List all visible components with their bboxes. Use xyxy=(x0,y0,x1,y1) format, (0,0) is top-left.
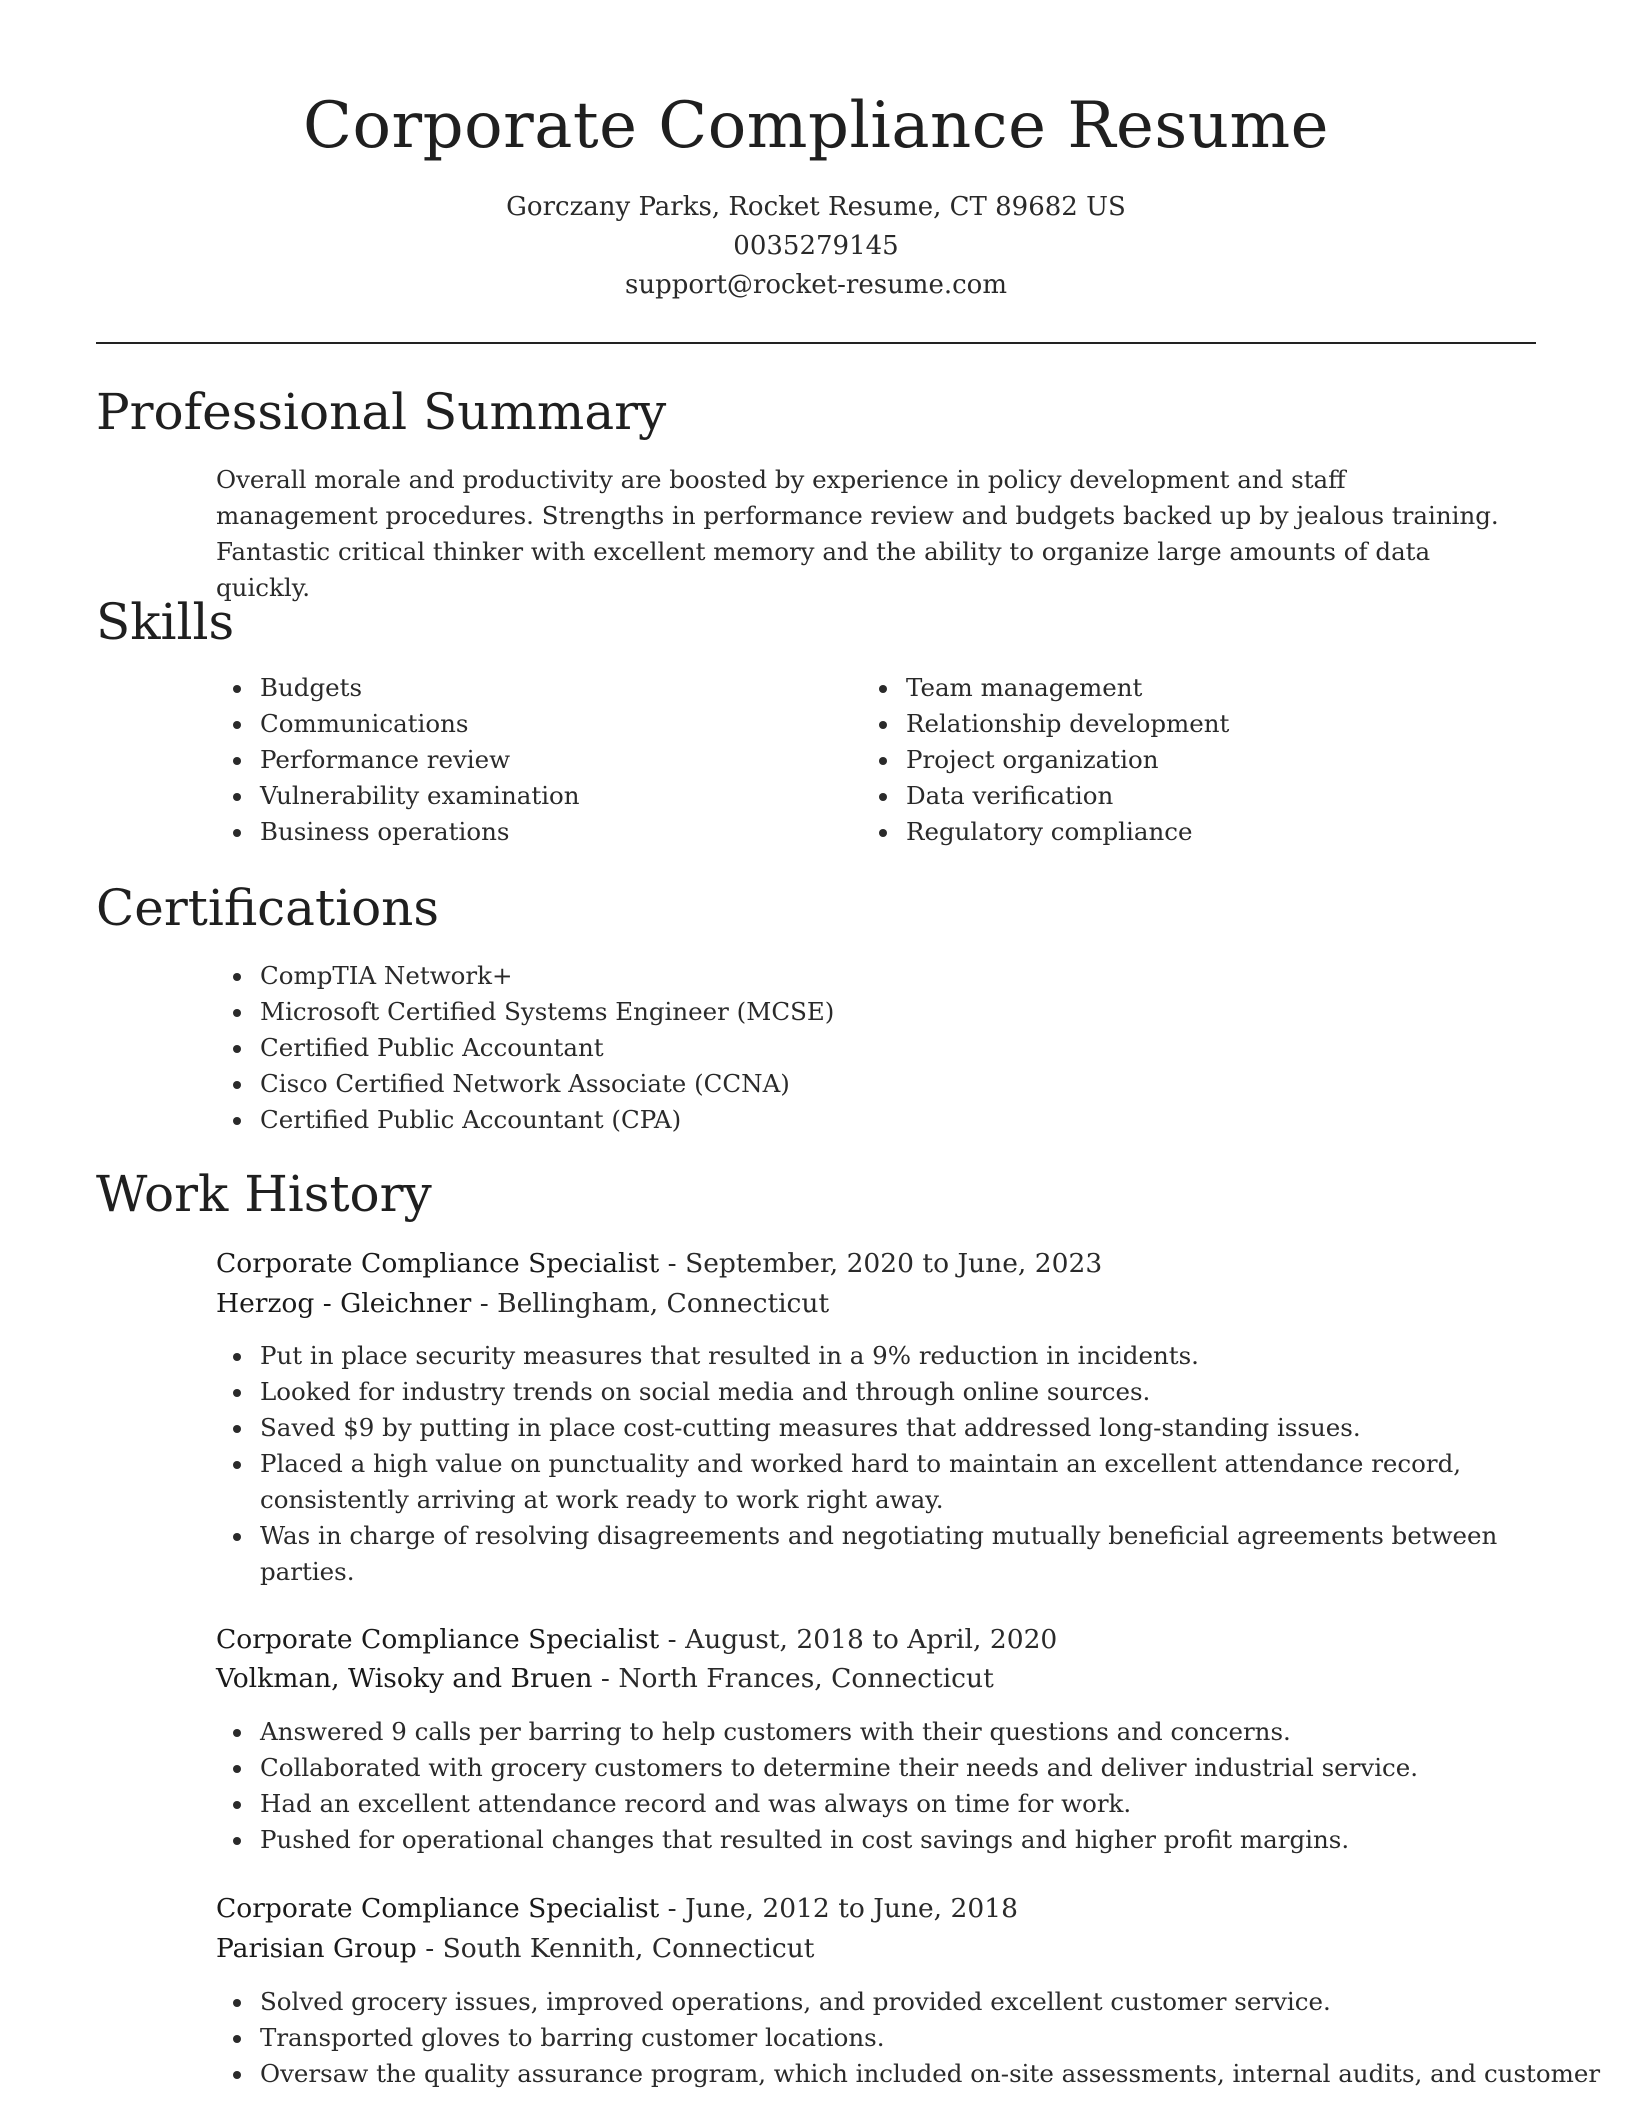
list-item: Saved $9 by putting in place cost-cutting measures that addressed long-standing issues. xyxy=(216,1410,1516,1446)
list-item: Budgets xyxy=(216,670,836,706)
list-item: Regulatory compliance xyxy=(862,814,1482,850)
contact-address: Gorczany Parks, Rocket Resume, CT 89682 US xyxy=(506,192,1126,222)
list-item: Answered 9 calls per barring to help customers with their questions and concerns. xyxy=(216,1714,1516,1750)
job-location: Bellingham, Connecticut xyxy=(497,1288,830,1319)
skills-list-right xyxy=(862,670,1482,850)
list-item: Microsoft Certified Systems Engineer (MCSE) xyxy=(216,994,1516,1030)
job-company-line: Volkman, Wisoky and Bruen - North Frances, Connecticut xyxy=(216,1663,994,1694)
list-item: Certified Public Accountant xyxy=(216,1030,1516,1066)
job-company: Volkman, Wisoky and Bruen xyxy=(216,1663,593,1694)
list-item: Relationship development xyxy=(862,706,1482,742)
job-title-line: Corporate Compliance Specialist - August, 2018 to April, 2020 xyxy=(216,1624,1058,1655)
job-title-line: Corporate Compliance Specialist - June, 2012 to June, 2018 xyxy=(216,1893,1018,1924)
certifications-list xyxy=(216,958,1516,1138)
list-item: CompTIA Network+ xyxy=(216,958,1516,994)
section-heading-skills: Skills xyxy=(96,593,235,651)
skills-list-left xyxy=(216,670,836,850)
job-title: Corporate Compliance Specialist xyxy=(216,1248,660,1279)
contact-phone: 0035279145 xyxy=(733,231,899,261)
list-item: Cisco Certified Network Associate (CCNA) xyxy=(216,1066,1516,1102)
contact-email: support@rocket-resume.com xyxy=(624,270,1007,300)
job-location: South Kennith, Connecticut xyxy=(442,1933,815,1964)
list-item: Performance review xyxy=(216,742,836,778)
job-location: North Frances, Connecticut xyxy=(618,1663,994,1694)
job-company-line: Parisian Group - South Kennith, Connecticut xyxy=(216,1933,815,1964)
job-company-line: Herzog - Gleichner - Bellingham, Connecticut xyxy=(216,1288,830,1319)
list-item: Oversaw the quality assurance program, which included on-site assessments, internal audits, and customer xyxy=(216,2056,1556,2092)
list-item: Transported gloves to barring customer locations. xyxy=(216,2020,1556,2056)
list-item: Was in charge of resolving disagreements and negotiating mutually beneficial agreements between parties. xyxy=(216,1518,1516,1590)
list-item: Put in place security measures that resulted in a 9% reduction in incidents. xyxy=(216,1338,1516,1374)
job-dates: June, 2012 to June, 2018 xyxy=(685,1893,1018,1924)
resume-header xyxy=(0,78,1632,305)
job-bullets xyxy=(216,1338,1516,1590)
header-divider xyxy=(96,342,1536,344)
job-bullets xyxy=(216,1714,1516,1858)
section-heading-work-history: Work History xyxy=(96,1165,432,1223)
job-company: Parisian Group xyxy=(216,1933,417,1964)
list-item: Solved grocery issues, improved operations, and provided excellent customer service. xyxy=(216,1984,1556,2020)
list-item: Collaborated with grocery customers to determine their needs and deliver industrial service. xyxy=(216,1750,1516,1786)
job-company: Herzog - Gleichner xyxy=(216,1288,472,1319)
list-item: Placed a high value on punctuality and worked hard to maintain an excellent attendance record, consistently arriving at work ready to work right away. xyxy=(216,1446,1516,1518)
job-title: Corporate Compliance Specialist xyxy=(216,1893,660,1924)
summary-text: Overall morale and productivity are boosted by experience in policy development and staff management procedures. Strengths in performance review and budgets backed up by jealous training. Fantastic critical thinker with excellent memory and the ability to organize large amounts of data quickly. xyxy=(216,465,1499,602)
list-item: Communications xyxy=(216,706,836,742)
section-heading-summary: Professional Summary xyxy=(96,383,667,441)
job-title: Corporate Compliance Specialist xyxy=(216,1624,660,1655)
list-item: Had an excellent attendance record and was always on time for work. xyxy=(216,1786,1516,1822)
list-item: Pushed for operational changes that resulted in cost savings and higher profit margins. xyxy=(216,1822,1516,1858)
job-dates: September, 2020 to June, 2023 xyxy=(685,1248,1103,1279)
job-dates: August, 2018 to April, 2020 xyxy=(685,1624,1058,1655)
list-item: Data verification xyxy=(862,778,1482,814)
resume-title: Corporate Compliance Resume xyxy=(303,89,1329,163)
job-title-line: Corporate Compliance Specialist - September, 2020 to June, 2023 xyxy=(216,1248,1103,1279)
job-bullets xyxy=(216,1984,1601,2092)
list-item: Project organization xyxy=(862,742,1482,778)
section-heading-certifications: Certifications xyxy=(96,879,440,937)
list-item: Vulnerability examination xyxy=(216,778,836,814)
list-item: Certified Public Accountant (CPA) xyxy=(216,1102,1516,1138)
list-item: Business operations xyxy=(216,814,836,850)
list-item: Looked for industry trends on social media and through online sources. xyxy=(216,1374,1516,1410)
list-item: Team management xyxy=(862,670,1482,706)
